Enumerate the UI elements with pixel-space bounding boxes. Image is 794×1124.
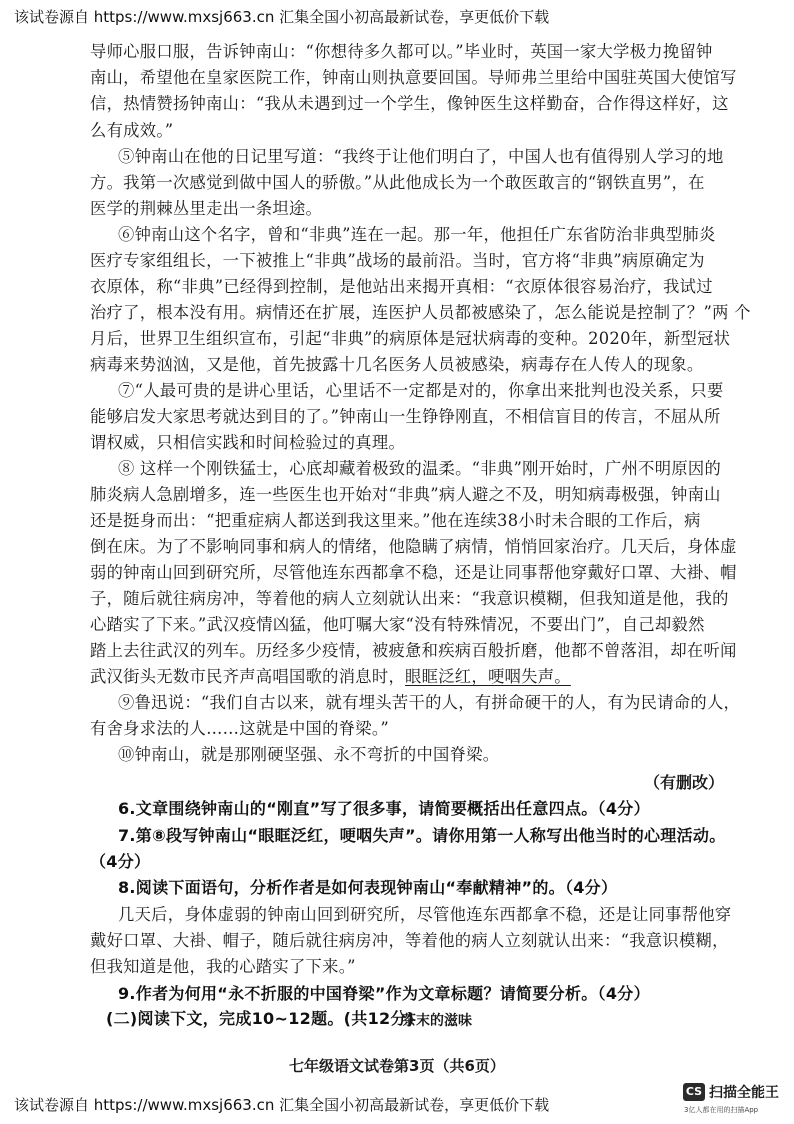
- passage-line: ⑦“人最可贵的是讲心里话，心里话不一定都是对的，你拿出来批判也没关系，只要: [118, 381, 724, 400]
- passage-line: 子，随后就往病房冲，等着他的病人立刻就认出来：“我意识模糊，但我知道是他，我的: [90, 589, 729, 608]
- passage-line: 肺炎病人急剧增多，连一些医生也开始对“非典”病人避之不及，明知病毒极强，钟南山: [90, 485, 721, 504]
- question-8: 8.阅读下面语句，分析作者是如何表现钟南山“奉献精神”的。（4分）: [118, 878, 618, 897]
- passage-line: 踏上去往武汉的列车。历经多少疫情，被疲惫和疾病百般折磨，他都不曾落泪，却在听闻: [90, 641, 737, 660]
- logo-name: 扫描全能王: [709, 1085, 779, 1101]
- passage-line: 导师心服口服，告诉钟南山：“你想待多久都可以。”毕业时，英国一家大学极力挽留钟: [90, 42, 713, 61]
- question-9: 9.作者为何用“永不折服的中国脊梁”作为文章标题？请简要分析。（4分）: [118, 984, 650, 1003]
- passage-line: 能够启发大家思考就达到目的了。”钟南山一生铮铮刚直，不相信盲目的传言，不屈从所: [90, 407, 721, 426]
- source-note: （有删改）: [643, 773, 724, 792]
- quote-line: 戴好口罩、大褂、帽子，随后就往病房冲，等着他的病人立刻就认出来：“我意识模糊，: [90, 931, 729, 950]
- question-7: 7.第⑧段写钟南山“眼眶泛红，哽咽失声”。请你用第一人称写出他当时的心理活动。: [118, 826, 726, 845]
- passage-line: ⑤钟南山在他的日记里写道：“我终于让他们明白了，中国人也有值得别人学习的地: [118, 147, 724, 166]
- passage-line: 病毒来势汹汹，又是他，首先披露十几名医务人员被感染，病毒存在人传人的现象。: [90, 355, 704, 374]
- passage-line: 月后，世界卫生组织宣布，引起“非典”的病原体是冠状病毒的变种。2020年，新型冠状: [90, 329, 731, 348]
- passage-line: 医疗专家组组长，一下被推上“非典”战场的最前沿。当时，官方将“非典”病原确定为: [90, 251, 705, 270]
- passage-line-with-underline: [90, 663, 571, 687]
- watermark-top: 该试卷源自 https://www.mxsj663.cn 汇集全国小初高最新试卷，享更低价下载: [14, 8, 550, 26]
- next-passage-title: 茶末的滋味: [402, 1013, 472, 1029]
- passage-line: 还是挺身而出：“把重症病人都送到我这里来。”他在连续38小时未合眼的工作后，病: [90, 511, 701, 530]
- cs-logo-icon: CS: [683, 1083, 705, 1101]
- passage-line: 方。我第一次感觉到做中国人的骄傲。”从此他成长为一个敢医敢言的“钢铁直男”，在: [90, 173, 705, 192]
- quote-line: 几天后，身体虚弱的钟南山回到研究所，尽管他连东西都拿不稳，还是让同事帮他穿: [118, 905, 732, 924]
- passage-line: ⑨鲁迅说：“我们自古以来，就有埋头苦干的人，有拼命硬干的人，有为民请命的人，: [118, 693, 741, 712]
- question-7-score: （4分）: [90, 852, 151, 871]
- passage-line: 衣原体，称“非典”已经得到控制，是他站出来揭开真相：“衣原体很容易治疗，我试过: [90, 277, 713, 296]
- passage-line: 信，热情赞扬钟南山：“我从未遇到过一个学生，像钟医生这样勤奋，合作得这样好，这: [90, 94, 729, 113]
- logo-tagline: 3亿人都在用的扫描App: [684, 1106, 759, 1114]
- passage-line: ⑧ 这样一个刚铁猛士，心底却藏着极致的温柔。“非典”刚开始时，广州不明原因的: [118, 459, 722, 478]
- underlined-phrase: 眼眶泛红，哽咽失声。: [405, 667, 571, 686]
- scanner-logo: [683, 1079, 793, 1119]
- passage-line: 谓权威，只相信实践和时间检验过的真理。: [90, 433, 406, 452]
- section-2-heading: (二)阅读下文，完成10~12题。(共12分): [106, 1009, 415, 1028]
- passage-line: ⑩钟南山，就是那刚硬坚强、永不弯折的中国脊梁。: [118, 745, 500, 764]
- passage-line: 弱的钟南山回到研究所，尽管他连东西都拿不稳，还是让同事帮他穿戴好口罩、大褂、帽: [90, 563, 737, 582]
- passage-line: 有舍身求法的人……这就是中国的脊梁。”: [90, 719, 389, 738]
- passage-line: ⑥钟南山这个名字，曾和“非典”连在一起。那一年，他担任广东省防治非典型肺炎: [118, 225, 716, 244]
- passage-line: 南山，希望他在皇家医院工作，钟南山则执意要回国。导师弗兰里给中国驻英国大使馆写: [90, 68, 737, 87]
- passage-line: 么有成效。”: [90, 121, 174, 140]
- quote-line: 但我知道是他，我的心踏实了下来。”: [90, 957, 356, 976]
- passage-line: 医学的荆棘丛里走出一条坦途。: [90, 199, 323, 218]
- passage-line: 心踏实了下来。”武汉疫情凶猛，他叮嘱大家“没有特殊情况，不要出门”，自己却毅然: [90, 615, 705, 634]
- passage-line: 治疗了，根本没有用。病情还在扩展，连医护人员都被感染了，怎么能说是控制了？”两 个: [90, 303, 751, 322]
- passage-line: 倒在床。为了不影响同事和病人的情绪，他隐瞒了病情，悄悄回家治疗。几天后，身体虚: [90, 537, 737, 556]
- page-footer: 七年级语文试卷第3页（共6页）: [289, 1057, 505, 1075]
- question-6: 6.文章围绕钟南山的“刚直”写了很多事，请简要概括出任意四点。（4分）: [118, 799, 650, 818]
- watermark-bottom: 该试卷源自 https://www.mxsj663.cn 汇集全国小初高最新试卷，享更低价下载: [14, 1096, 550, 1114]
- passage-line-text: 武汉街头无数市民齐声高唱国歌的消息时，: [90, 667, 406, 686]
